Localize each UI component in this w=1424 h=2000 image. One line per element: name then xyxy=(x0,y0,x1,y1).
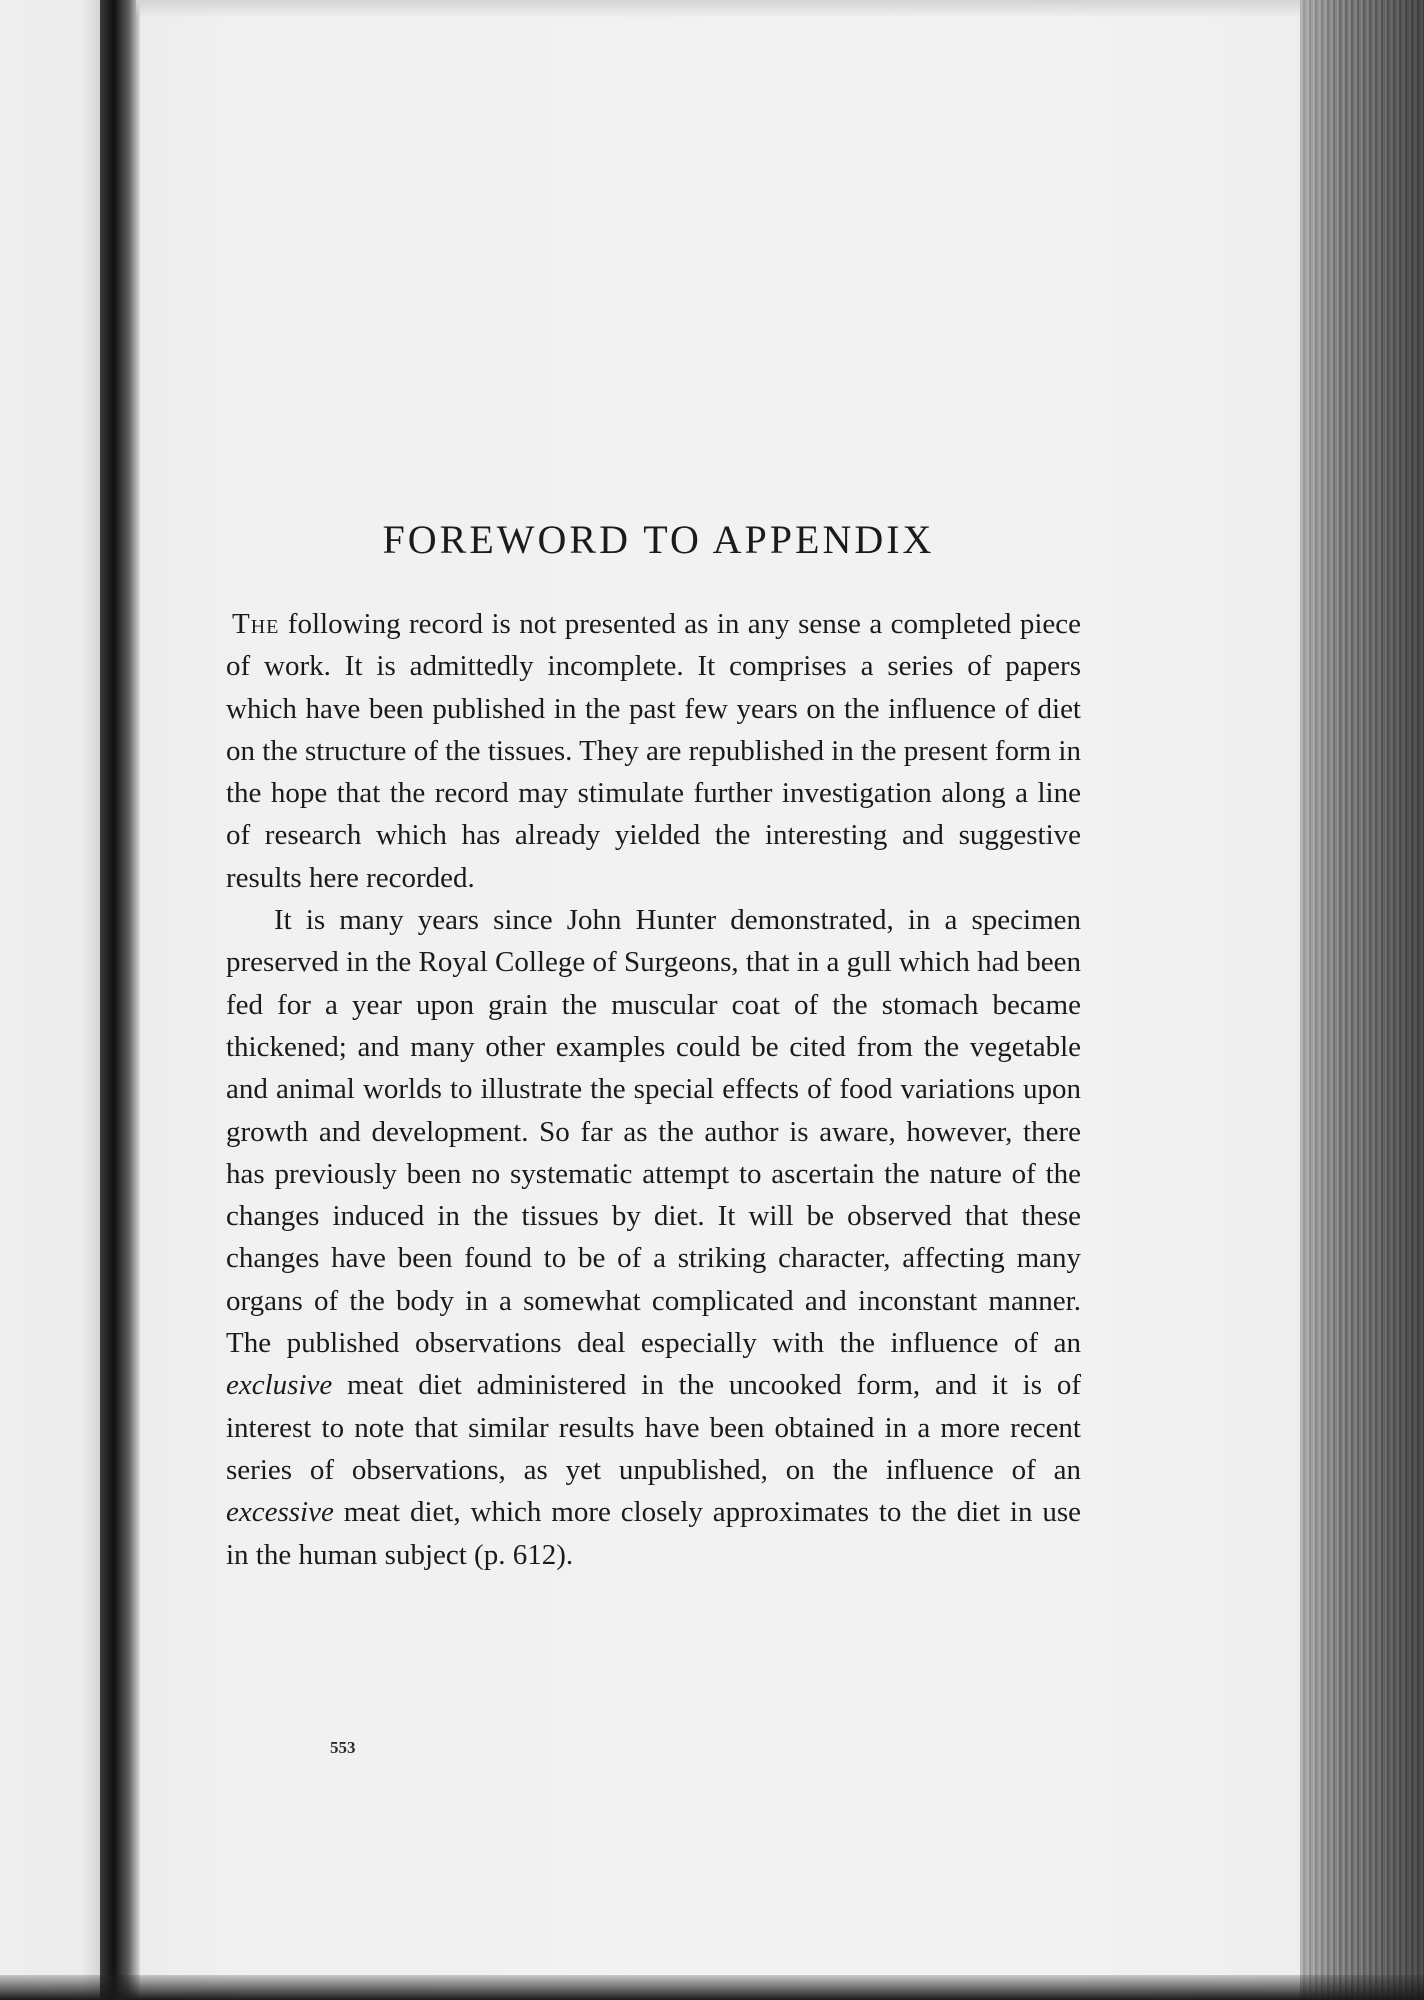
paragraph-2-italic-exclusive: exclusive xyxy=(226,1369,333,1402)
page-title: FOREWORD TO APPENDIX xyxy=(382,517,935,562)
paragraph-2-part-1: It is many years since John Hunter demonstrated, in a specimen preserved in the Royal College of Surgeons, that in a gull which had been fed for a year upon grain the muscular coat of the stomach became thickened; and many other examples could be cited from the vegetable and animal worlds to illustrate the special effects of food variations upon growth and development. So far as the author is aware, however, there has previously been no systematic attempt to ascertain the nature of the changes induced in the tissues by diet. It will be observed that these changes have been found to be of a striking character, affecting many organs of the body in a somewhat complicated and inconstant manner. The published observations deal especially with the influence of an xyxy=(226,904,1081,1360)
paragraph-1 xyxy=(226,603,1081,899)
page-text-block xyxy=(226,490,1081,1576)
paragraph-2-part-2: meat diet administered in the uncooked form, and it is of interest to note that similar results have been obtained in a more recent series of observations, as yet unpublished, on the influence of an xyxy=(226,1369,1081,1486)
paragraph-2-part-3: meat diet, which more closely approximates to the diet in use in the human subject (p. 612). xyxy=(226,1496,1081,1571)
page-number: 553 xyxy=(330,1738,356,1757)
top-shadow xyxy=(136,0,1308,18)
paragraph-2 xyxy=(226,899,1081,1576)
paragraph-1-text: following record is not presented as in any sense a completed piece of work. It is admittedly incomplete. It comprises a series of papers which have been published in the past few years on the influence of diet on the structure of the tissues. They are republished in the present form in the hope that the record may stimulate further investigation along a line of research which has already yielded the interesting and suggestive results here recorded. xyxy=(226,608,1081,894)
page-stack-shade xyxy=(1300,0,1424,2000)
paragraph-2-italic-excessive: excessive xyxy=(226,1496,334,1529)
book-gutter xyxy=(100,0,140,2000)
paragraph-1-lead: The xyxy=(232,608,280,640)
bottom-shadow xyxy=(0,1975,1424,2000)
